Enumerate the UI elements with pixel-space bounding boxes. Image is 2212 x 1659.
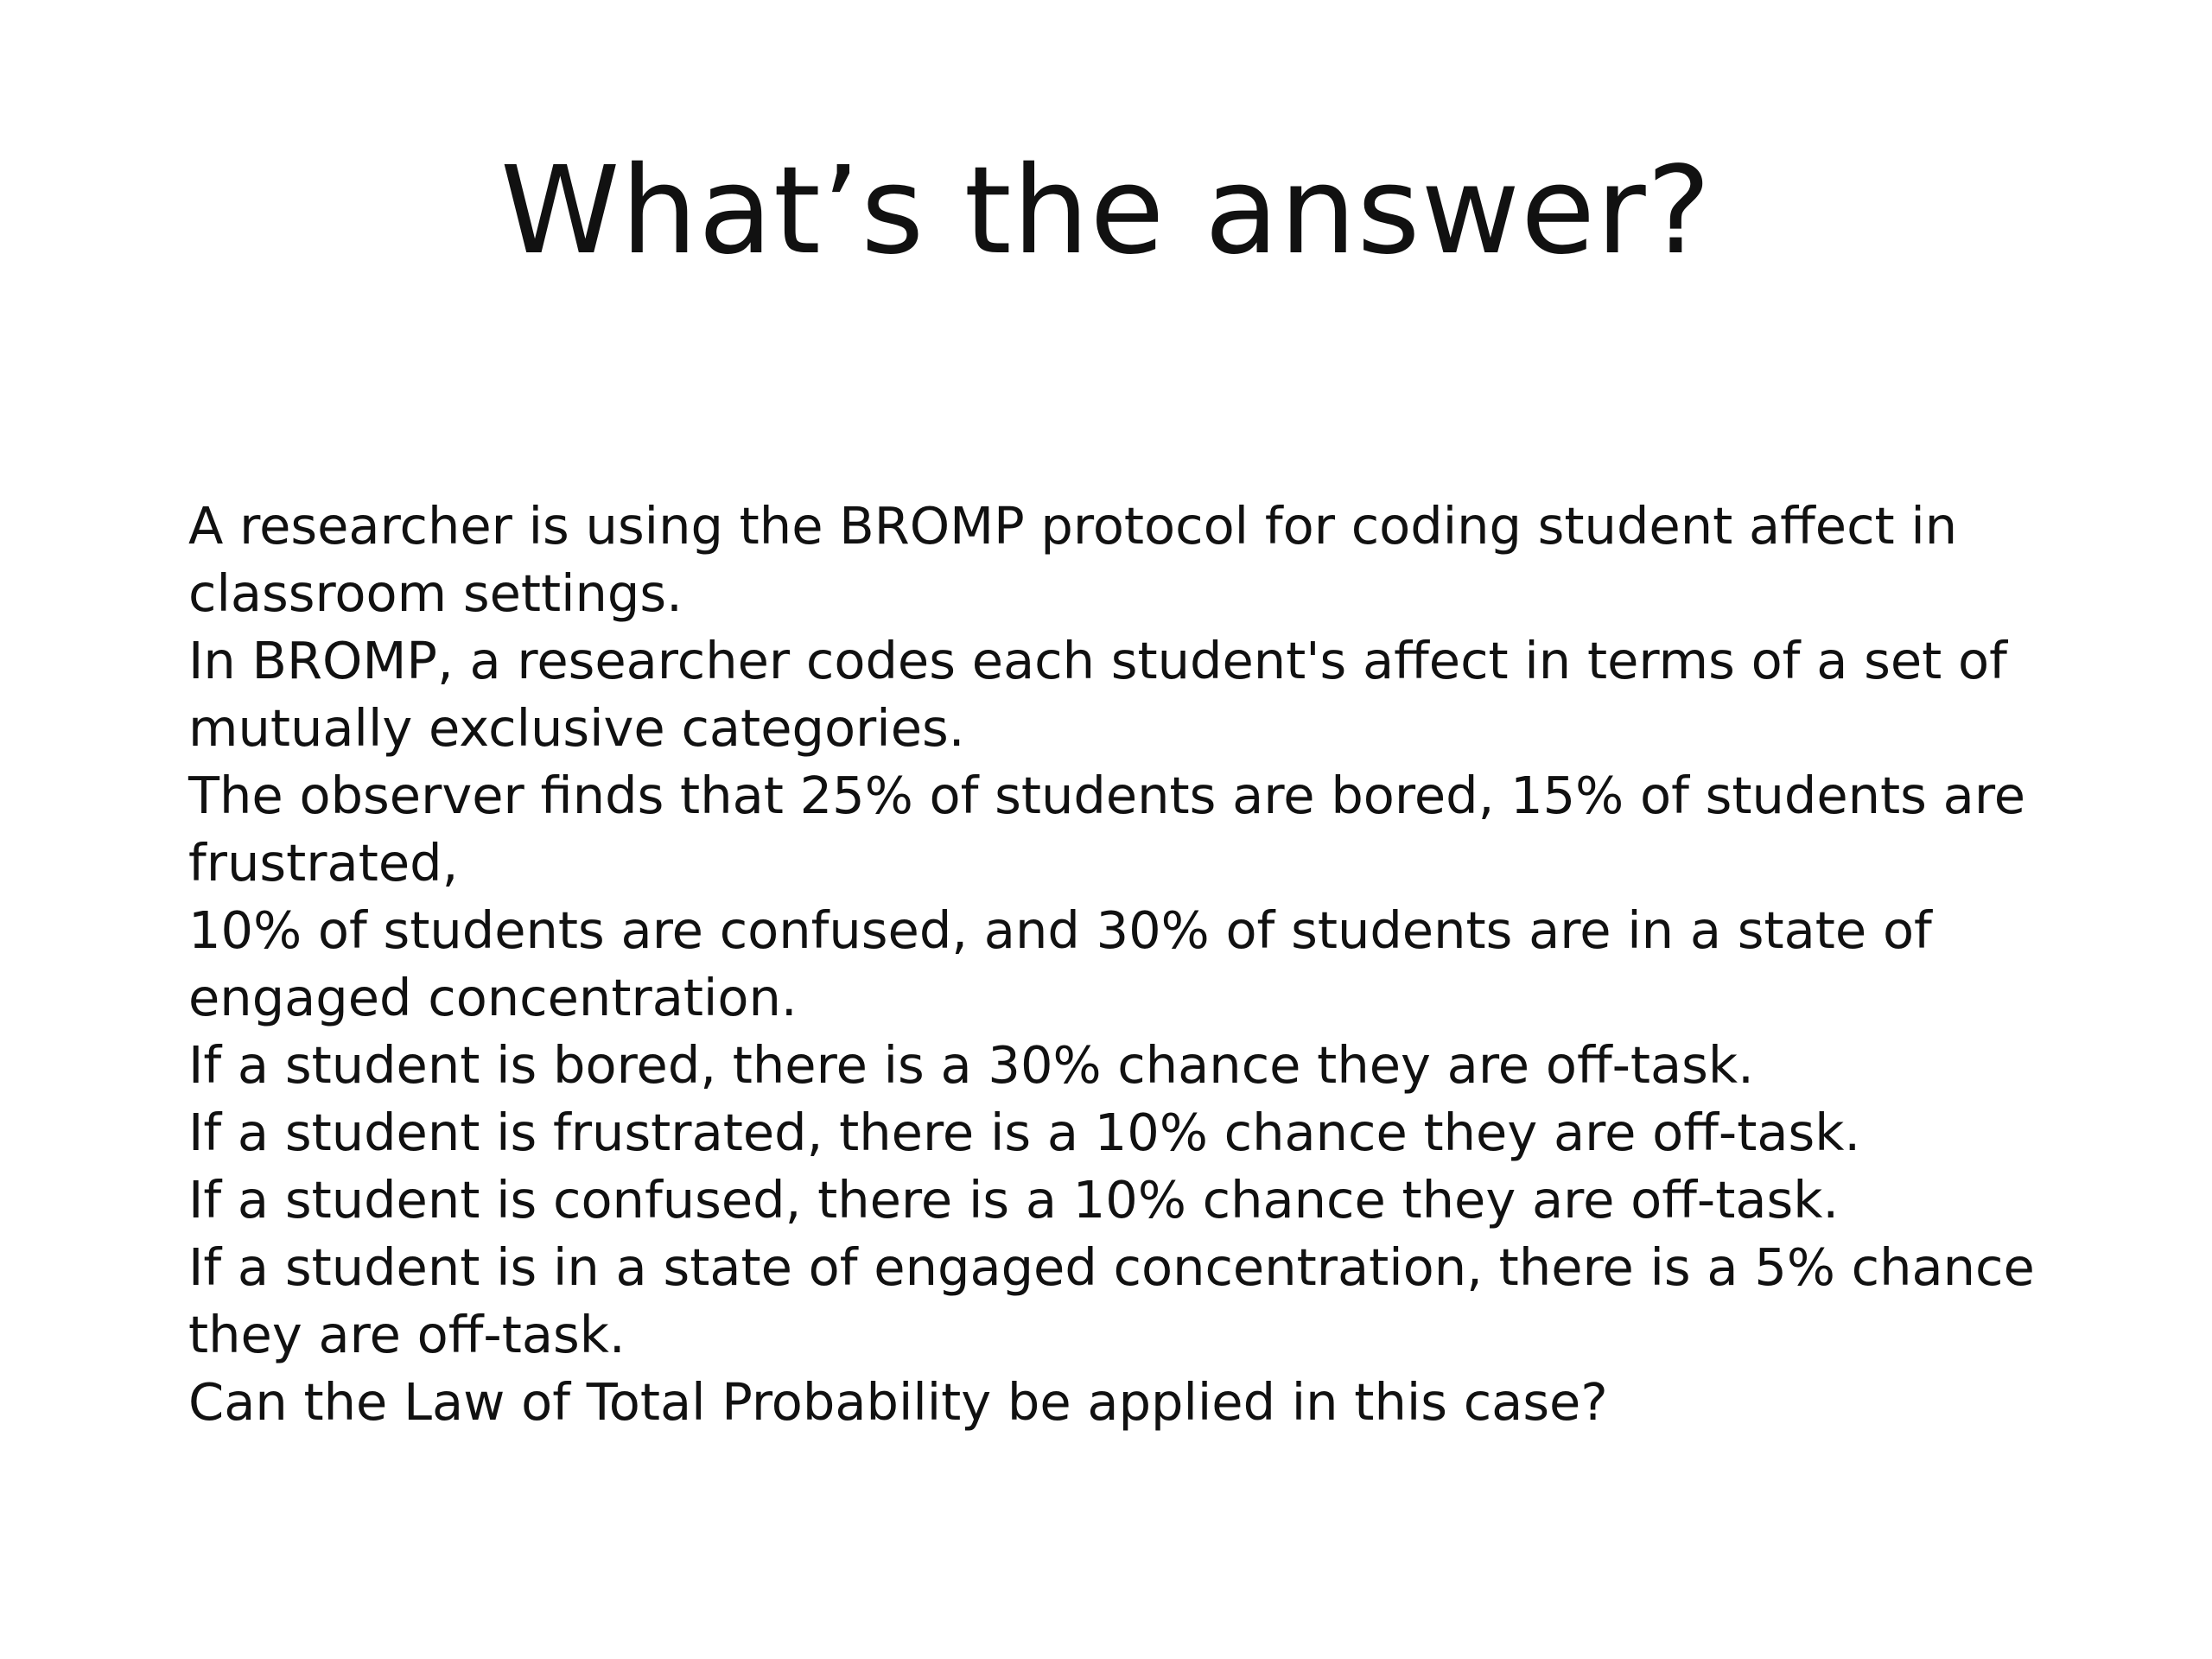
body-line: The observer finds that 25% of students are bored, 15% of students are <box>188 766 2026 825</box>
body-line: 10% of students are confused, and 30% of students are in a state of <box>188 900 1932 960</box>
body-line: In BROMP, a researcher codes each student's affect in terms of a set of <box>188 631 2007 690</box>
body-line: they are off-task. <box>188 1305 626 1364</box>
body-line: classroom settings. <box>188 563 683 623</box>
slide-title: What’s the answer? <box>499 141 1712 282</box>
body-line: engaged concentration. <box>188 968 798 1027</box>
body-line: If a student is confused, there is a 10% chance they are off-task. <box>188 1170 1840 1230</box>
body-line: mutually exclusive categories. <box>188 698 965 758</box>
body-line: If a student is bored, there is a 30% chance they are off-task. <box>188 1035 1754 1095</box>
slide-body <box>188 493 2089 1436</box>
body-line: frustrated, <box>188 833 459 893</box>
body-line: Can the Law of Total Probability be applied in this case? <box>188 1372 1608 1432</box>
body-line: If a student is frustrated, there is a 10% chance they are off-task. <box>188 1103 1861 1162</box>
body-line: If a student is in a state of engaged concentration, there is a 5% chance <box>188 1237 2035 1297</box>
body-line: A researcher is using the BROMP protocol for coding student affect in <box>188 496 1958 556</box>
